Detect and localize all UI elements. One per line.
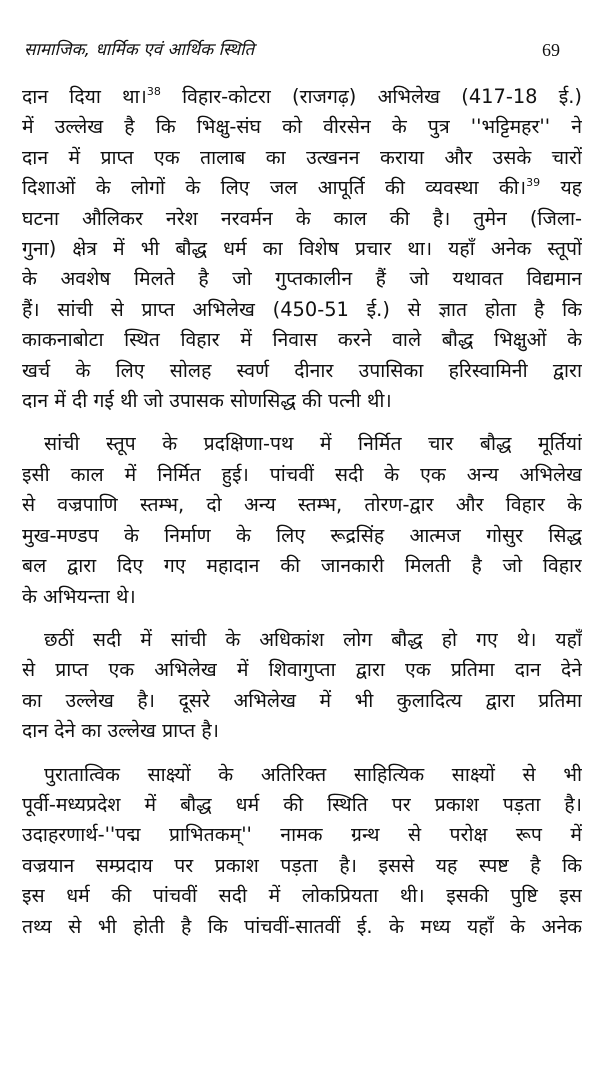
text-run: सांची स्तूप के प्रदक्षिणा-पथ में निर्मित चार बौद्ध मूर्तियां (44, 432, 582, 456)
text-line (22, 521, 582, 551)
text-run: का उल्लेख है। दूसरे अभिलेख में भी कुलादित्य द्वारा प्रतिमा (22, 688, 582, 712)
text-run: काकनाबोटा स्थित विहार में निवास करने वाले बौद्ध भिक्षुओं के (22, 328, 582, 352)
text-run: दान में दी गई थी जो उपासक सोणसिद्ध की पत्नी थी। (22, 389, 392, 413)
text-line (22, 234, 582, 264)
text-line (22, 325, 582, 355)
paragraph (22, 429, 582, 611)
text-run: विहार-कोटरा (राजगढ़) अभिलेख (417-18 ई.) (160, 85, 582, 108)
text-line (22, 82, 582, 112)
text-run: पुरातात्विक साक्ष्यों के अतिरिक्त साहित्यिक साक्ष्यों से भी (44, 762, 582, 786)
text-line (22, 143, 582, 173)
text-line (22, 429, 582, 459)
running-header (22, 0, 582, 60)
text-line (22, 655, 582, 685)
text-run: के अवशेष मिलते है जो गुप्तकालीन हैं जो यथावत विद्यमान (22, 267, 582, 291)
text-run: में उल्लेख है कि भिक्षु-संघ को वीरसेन के पुत्र ''भट्टिमहर'' ने (22, 115, 582, 139)
text-run: छठीं सदी में सांची के अधिकांश लोग बौद्ध हो गए थे। यहाँ (44, 627, 582, 651)
text-line (22, 356, 582, 386)
text-run: दान देने का उल्लेख प्राप्त है। (22, 719, 219, 743)
text-run: से प्राप्त एक अभिलेख में शिवागुप्ता द्वारा एक प्रतिमा दान देने (22, 658, 582, 682)
text-run: दिशाओं के लोगों के लिए जल आपूर्ति की व्यवस्था की। (22, 176, 527, 200)
text-line (22, 716, 582, 746)
text-line (22, 173, 582, 203)
footnote-marker: 38 (146, 85, 161, 98)
text-run: गुना) क्षेत्र में भी बौद्ध धर्म का विशेष प्रचार था। यहाँ अनेक स्तूपों (22, 237, 582, 261)
text-line (22, 490, 582, 520)
text-line (22, 686, 582, 716)
text-run: मुख-मण्डप के निर्माण के लिए रूद्रसिंह आत्मज गोसुर सिद्ध (22, 523, 582, 547)
text-run: हैं। सांची से प्राप्त अभिलेख (450-51 ई.) से ज्ञात होता है कि (22, 297, 582, 321)
text-line (22, 820, 582, 850)
paragraph (22, 760, 582, 942)
text-line (22, 460, 582, 490)
page-number: 69 (542, 40, 560, 60)
text-line (22, 551, 582, 581)
text-line (22, 112, 582, 142)
text-line (22, 912, 582, 942)
text-line (22, 582, 582, 612)
text-line (22, 386, 582, 416)
text-run: खर्च के लिए सोलह स्वर्ण दीनार उपासिका हरिस्वामिनी द्वारा (22, 358, 582, 382)
text-run: दान में प्राप्त एक तालाब का उत्खनन कराया और उसके चारों (22, 145, 582, 169)
chapter-title: सामाजिक, धार्मिक एवं आर्थिक स्थिति (24, 40, 255, 60)
text-line (22, 204, 582, 234)
text-line (22, 851, 582, 881)
text-run: घटना औलिकर नरेश नरवर्मन के काल की है। तुमेन (जिला- (22, 206, 582, 230)
text-run: से वज्रपाणि स्तम्भ, दो अन्य स्तम्भ, तोरण-द्वार और विहार के (22, 493, 582, 517)
text-line (22, 790, 582, 820)
text-line (22, 264, 582, 294)
text-run: दान दिया था। (22, 85, 147, 108)
text-run: वज्रयान सम्प्रदाय पर प्रकाश पड़ता है। इससे यह स्पष्ट है कि (22, 853, 582, 877)
text-line (22, 625, 582, 655)
text-line (22, 881, 582, 911)
body-text (22, 82, 582, 942)
paragraph (22, 82, 582, 416)
text-run: तथ्य से भी होती है कि पांचवीं-सातवीं ई. के मध्य यहाँ के अनेक (22, 914, 582, 938)
text-run: उदाहरणार्थ-''पद्म प्राभितकम्'' नामक ग्रन्थ से परोक्ष रूप में (22, 823, 582, 847)
text-run: यह (540, 176, 582, 200)
text-run: इसी काल में निर्मित हुई। पांचवीं सदी के एक अन्य अभिलेख (22, 462, 582, 486)
text-run: के अभियन्ता थे। (22, 584, 136, 608)
footnote-marker: 39 (526, 176, 541, 190)
text-run: पूर्वी-मध्यप्रदेश में बौद्ध धर्म की स्थिति पर प्रकाश पड़ता है। (22, 792, 582, 816)
text-run: इस धर्म की पांचवीं सदी में लोकप्रियता थी। इसकी पुष्टि इस (22, 884, 582, 908)
paragraph (22, 625, 582, 747)
text-line (22, 295, 582, 325)
text-line (22, 760, 582, 790)
text-run: बल द्वारा दिए गए महादान की जानकारी मिलती है जो विहार (22, 554, 582, 578)
